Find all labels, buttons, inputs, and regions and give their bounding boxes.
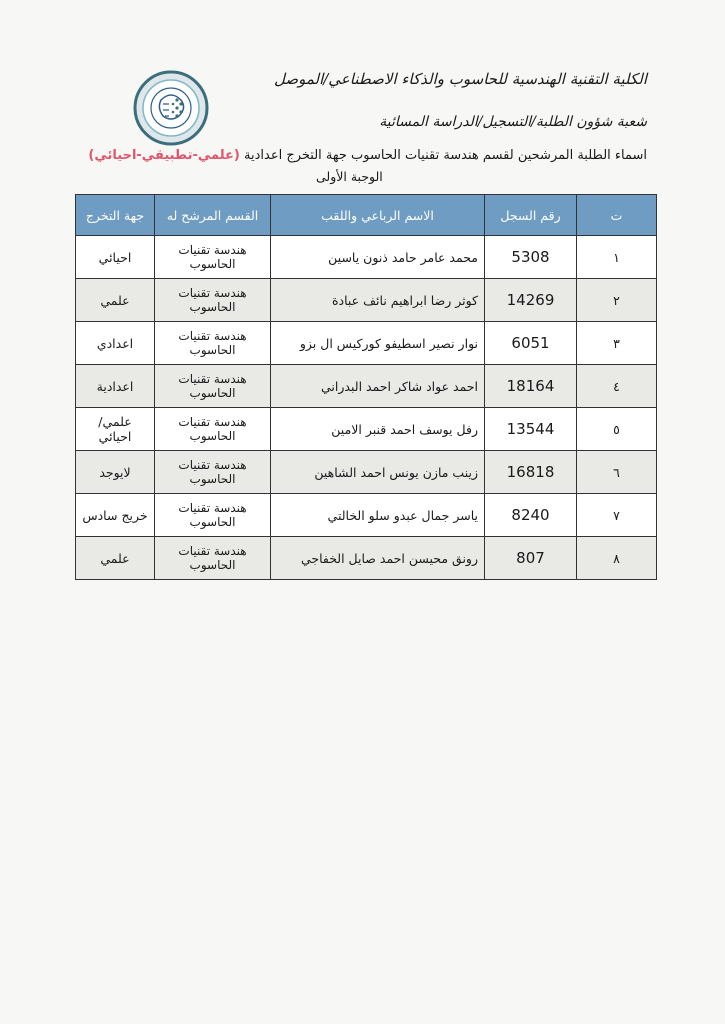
row-graduation: اعدادي [76, 322, 155, 365]
table-row [76, 279, 657, 322]
row-index: ٥ [577, 408, 657, 451]
row-graduation: اعدادية [76, 365, 155, 408]
table-row [76, 365, 657, 408]
row-name: كوثر رضا ابراهيم نائف عبادة [271, 279, 485, 322]
college-logo [133, 70, 209, 146]
header-graduation: جهة التخرج [76, 195, 155, 236]
document-title [88, 148, 647, 163]
table-row [76, 236, 657, 279]
row-index: ٧ [577, 494, 657, 537]
row-graduation: علمي [76, 537, 155, 580]
table-row [76, 451, 657, 494]
row-index: ٦ [577, 451, 657, 494]
row-graduation: احيائي [76, 236, 155, 279]
row-registration: 14269 [485, 279, 577, 322]
row-registration: 807 [485, 537, 577, 580]
row-name: احمد عواد شاكر احمد البدراني [271, 365, 485, 408]
row-name: ياسر جمال عبدو سلو الخالتي [271, 494, 485, 537]
row-name: نوار نصير اسطيفو كوركيس ال بزو [271, 322, 485, 365]
table-header-row [76, 195, 657, 236]
row-department: هندسة تقنيات الحاسوب [155, 408, 271, 451]
row-index: ٤ [577, 365, 657, 408]
row-name: زينب مازن يونس احمد الشاهين [271, 451, 485, 494]
row-registration: 13544 [485, 408, 577, 451]
row-index: ١ [577, 236, 657, 279]
row-graduation: خريج سادس [76, 494, 155, 537]
row-department: هندسة تقنيات الحاسوب [155, 537, 271, 580]
row-graduation: لايوجد [76, 451, 155, 494]
row-index: ٨ [577, 537, 657, 580]
title-highlight: (علمي-تطبيقي-احيائي) [88, 148, 240, 163]
row-graduation: علمي/احيائي [76, 408, 155, 451]
row-department: هندسة تقنيات الحاسوب [155, 494, 271, 537]
batch-subtitle: الوجبة الأولى [316, 169, 383, 184]
row-registration: 6051 [485, 322, 577, 365]
division-name: شعبة شؤون الطلبة/التسجيل/الدراسة المسائية [379, 114, 647, 130]
title-text: اسماء الطلبة المرشحين لقسم هندسة تقنيات الحاسوب جهة التخرج اعدادية [244, 148, 647, 163]
students-table [75, 194, 657, 580]
table-row [76, 494, 657, 537]
row-registration: 16818 [485, 451, 577, 494]
row-department: هندسة تقنيات الحاسوب [155, 365, 271, 408]
header-index: ت [577, 195, 657, 236]
row-department: هندسة تقنيات الحاسوب [155, 236, 271, 279]
row-department: هندسة تقنيات الحاسوب [155, 322, 271, 365]
row-registration: 5308 [485, 236, 577, 279]
row-graduation: علمي [76, 279, 155, 322]
table-row [76, 322, 657, 365]
row-index: ٣ [577, 322, 657, 365]
row-name: محمد عامر حامد ذنون ياسين [271, 236, 485, 279]
header-department: القسم المرشح له [155, 195, 271, 236]
college-name: الكلية التقنية الهندسية للحاسوب والذكاء الاصطناعي/الموصل [273, 70, 647, 88]
header-registration: رقم السجل [485, 195, 577, 236]
row-name: رفل يوسف احمد قنبر الامين [271, 408, 485, 451]
row-name: رونق محيسن احمد صايل الخفاجي [271, 537, 485, 580]
table-row [76, 537, 657, 580]
row-index: ٢ [577, 279, 657, 322]
row-registration: 18164 [485, 365, 577, 408]
header-full-name: الاسم الرباعي واللقب [271, 195, 485, 236]
row-department: هندسة تقنيات الحاسوب [155, 279, 271, 322]
row-department: هندسة تقنيات الحاسوب [155, 451, 271, 494]
row-registration: 8240 [485, 494, 577, 537]
table-row [76, 408, 657, 451]
